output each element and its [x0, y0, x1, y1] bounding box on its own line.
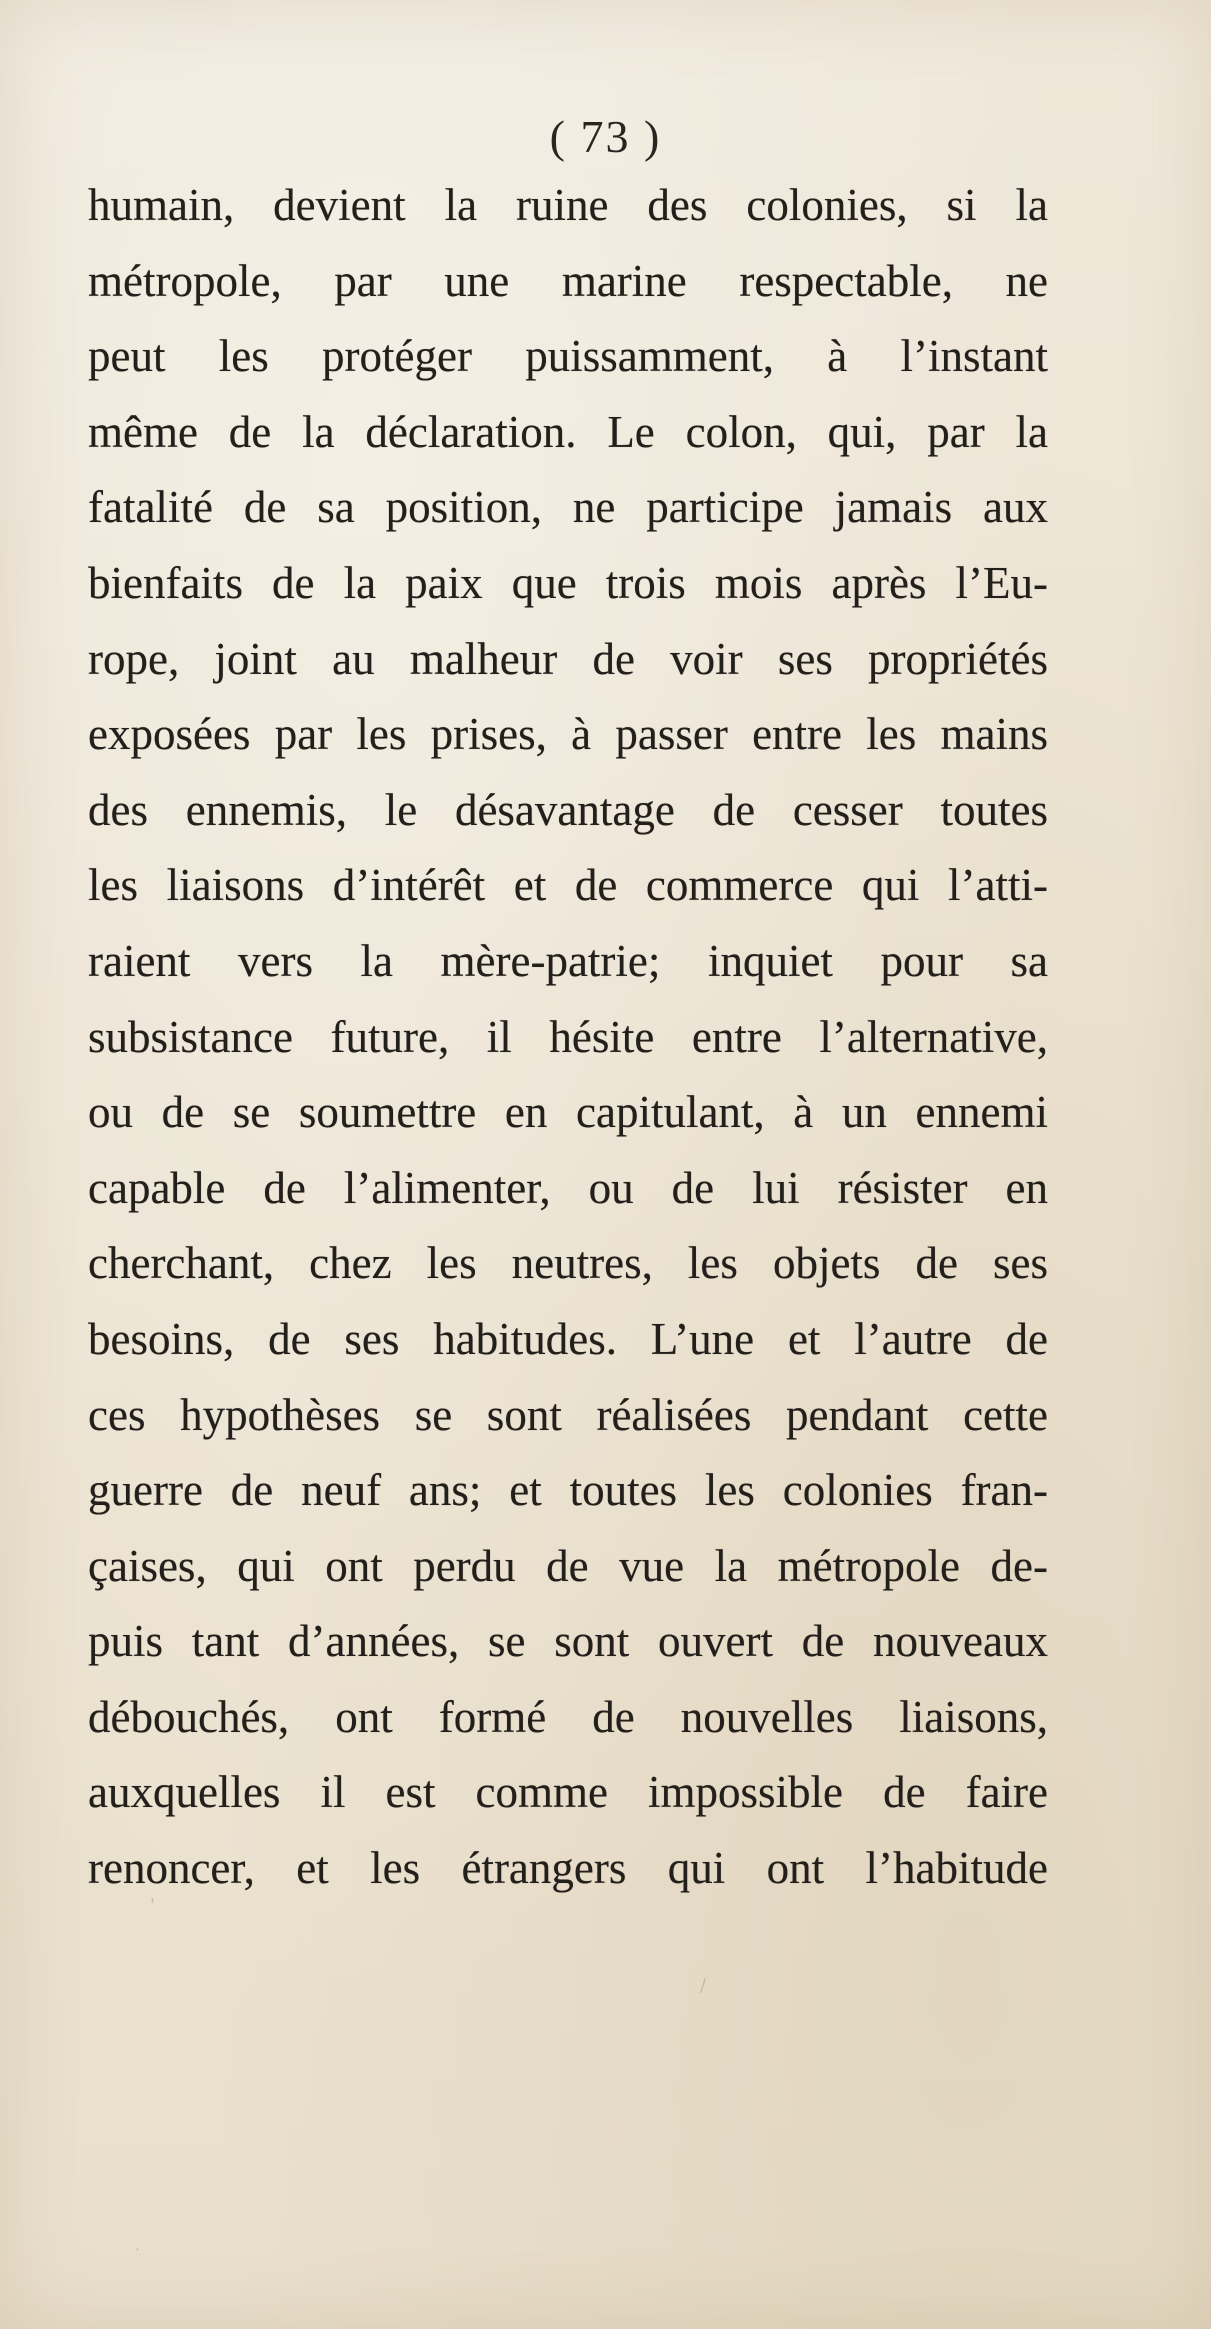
- text-line: capable de l’alimenter, ou de lui résister en: [88, 1162, 1048, 1213]
- text-line: exposées par les prises, à passer entre les mains: [88, 709, 1048, 760]
- body-text: [88, 168, 1048, 1907]
- text-line: humain, devient la ruine des colonies, si la: [88, 180, 1048, 230]
- text-line: subsistance future, il hésite entre l’alternative,: [88, 1011, 1048, 1062]
- text-line: des ennemis, le désavantage de cesser toutes: [88, 784, 1048, 835]
- paper-speck: /: [700, 1975, 707, 1996]
- paper-speck: ·: [135, 2240, 141, 2259]
- text-line: guerre de neuf ans; et toutes les colonies fran-: [88, 1465, 1048, 1516]
- text-line: ou de se soumettre en capitulant, à un ennemi: [88, 1087, 1048, 1138]
- paper-speck: ': [150, 1895, 155, 1916]
- text-line: cherchant, chez les neutres, les objets de ses: [88, 1238, 1048, 1289]
- text-line: métropole, par une marine respectable, ne: [88, 255, 1048, 306]
- text-line: ces hypothèses se sont réalisées pendant cette: [88, 1389, 1048, 1440]
- text-line: raient vers la mère-patrie; inquiet pour sa: [88, 935, 1048, 986]
- text-line: même de la déclaration. Le colon, qui, par la: [88, 406, 1048, 457]
- text-line: débouchés, ont formé de nouvelles liaisons,: [88, 1691, 1048, 1742]
- text-line: çaises, qui ont perdu de vue la métropole de-: [88, 1540, 1048, 1591]
- text-line: les liaisons d’intérêt et de commerce qui l’atti-: [88, 860, 1048, 911]
- text-line: auxquelles il est comme impossible de faire: [88, 1767, 1048, 1818]
- text-line: rope, joint au malheur de voir ses propriétés: [88, 633, 1048, 684]
- text-line: renoncer, et les étrangers qui ont l’habitude: [88, 1843, 1048, 1894]
- text-line: peut les protéger puissamment, à l’instant: [88, 331, 1048, 382]
- text-line: puis tant d’années, se sont ouvert de nouveaux: [88, 1616, 1048, 1667]
- text-line: bienfaits de la paix que trois mois après l’Eu-: [88, 557, 1048, 608]
- text-line: fatalité de sa position, ne participe jamais aux: [88, 482, 1048, 533]
- text-line: besoins, de ses habitudes. L’une et l’autre de: [88, 1313, 1048, 1364]
- page-number: ( 73 ): [549, 111, 662, 162]
